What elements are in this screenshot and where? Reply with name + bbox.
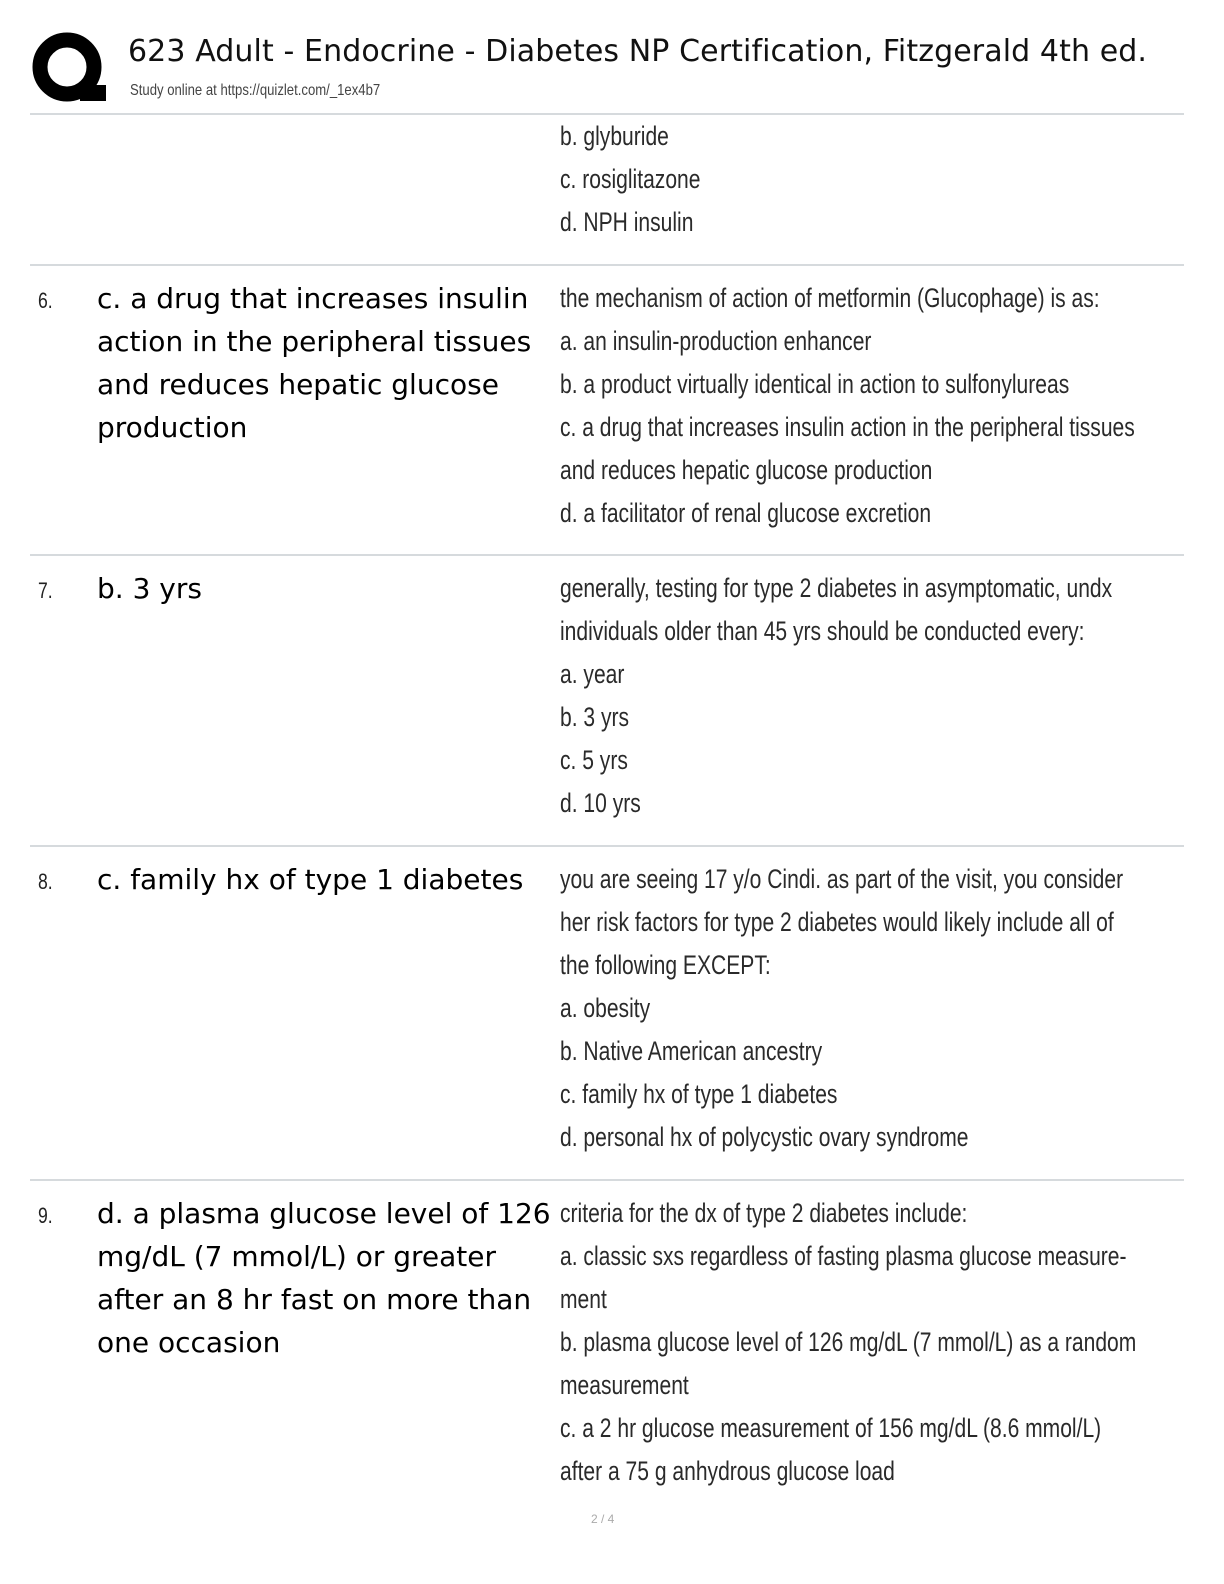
card-number: 6. <box>38 288 53 313</box>
question-line: a. classic sxs regardless of fasting plasma glucose measure- <box>560 1241 1127 1271</box>
question-line: b. plasma glucose level of 126 mg/dL (7 mmol/L) as a random <box>560 1327 1137 1357</box>
question-line: d. a facilitator of renal glucose excretion <box>560 498 932 528</box>
question-line: c. 5 yrs <box>560 745 628 775</box>
question-line: the following EXCEPT: <box>560 950 771 980</box>
page-header <box>0 0 1224 115</box>
study-online-link[interactable]: Study online at https://quizlet.com/_1ex4b7 <box>130 82 381 99</box>
divider <box>30 1179 1184 1181</box>
card-question <box>560 858 1153 1159</box>
card-number: 7. <box>38 578 53 603</box>
question-line: b. a product virtually identical in action to sulfonylureas <box>560 369 1070 399</box>
question-line: c. a drug that increases insulin action in the peripheral tissues <box>560 412 1135 442</box>
card-question <box>560 567 1153 825</box>
divider <box>30 264 1184 266</box>
card-answer: b. 3 yrs <box>97 572 202 605</box>
card-answer: c. family hx of type 1 diabetes <box>97 863 524 896</box>
question-line: the mechanism of action of metformin (Glucophage) is as: <box>560 283 1100 313</box>
question-line: ment <box>560 1284 607 1314</box>
card-question <box>560 277 1153 535</box>
question-line: a. year <box>560 659 625 689</box>
question-line: you are seeing 17 y/o Cindi. as part of the visit, you consider <box>560 864 1124 894</box>
continued-question <box>560 115 1153 244</box>
question-line: c. family hx of type 1 diabetes <box>560 1079 838 1109</box>
page-title: 623 Adult - Endocrine - Diabetes NP Certification, Fitzgerald 4th ed. <box>128 34 1148 69</box>
question-line: her risk factors for type 2 diabetes would likely include all of <box>560 907 1114 937</box>
question-line: d. personal hx of polycystic ovary syndrome <box>560 1122 969 1152</box>
question-line: criteria for the dx of type 2 diabetes include: <box>560 1198 968 1228</box>
question-line: c. rosiglitazone <box>560 164 701 194</box>
card-answer: c. a drug that increases insulin action in the peripheral tissues and reduces hepatic glucose production <box>97 282 532 444</box>
quizlet-q-logo-icon <box>30 30 110 110</box>
question-line: generally, testing for type 2 diabetes in asymptomatic, undx <box>560 573 1113 603</box>
question-line: after a 75 g anhydrous glucose load <box>560 1456 895 1486</box>
question-line: individuals older than 45 yrs should be conducted every: <box>560 616 1085 646</box>
question-line: a. obesity <box>560 993 651 1023</box>
card-question <box>560 1192 1153 1493</box>
divider <box>30 845 1184 847</box>
question-line: b. 3 yrs <box>560 702 630 732</box>
question-line: a. an insulin-production enhancer <box>560 326 872 356</box>
question-line: b. glyburide <box>560 121 669 151</box>
card-answer: d. a plasma glucose level of 126 mg/dL (7 mmol/L) or greater after an 8 hr fast on more than one occasion <box>97 1197 551 1359</box>
question-line: measurement <box>560 1370 689 1400</box>
question-line: d. 10 yrs <box>560 788 641 818</box>
question-line: b. Native American ancestry <box>560 1036 823 1066</box>
question-line: d. NPH insulin <box>560 207 694 237</box>
card-number: 9. <box>38 1203 53 1228</box>
card-number: 8. <box>38 869 53 894</box>
divider <box>30 554 1184 556</box>
question-line: c. a 2 hr glucose measurement of 156 mg/dL (8.6 mmol/L) <box>560 1413 1102 1443</box>
question-line: and reduces hepatic glucose production <box>560 455 933 485</box>
page-number: 2 / 4 <box>591 1512 615 1526</box>
